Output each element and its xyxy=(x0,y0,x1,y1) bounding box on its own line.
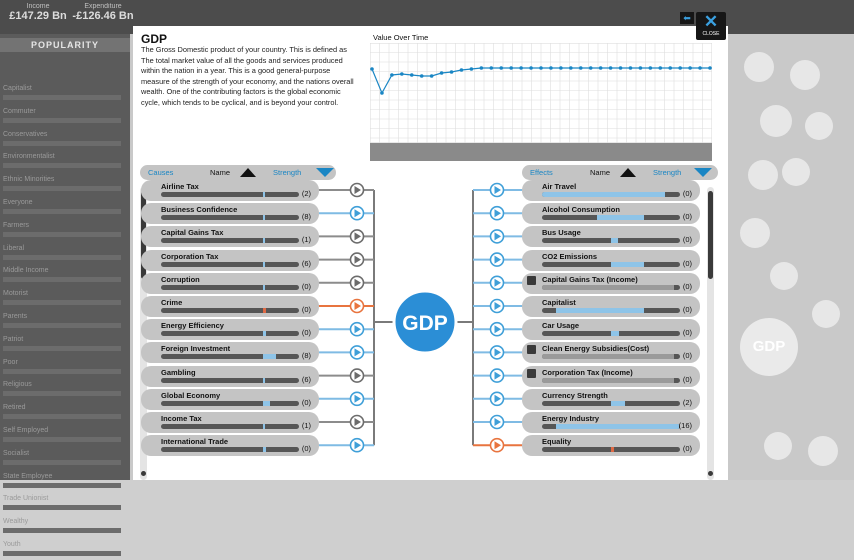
popularity-group-label: Socialist xyxy=(3,449,30,457)
item-name: CO2 Emissions xyxy=(542,251,598,261)
strength-fill xyxy=(611,401,625,406)
item-name: Corporation Tax (Income) xyxy=(542,367,633,377)
popularity-row[interactable] xyxy=(0,447,130,469)
popularity-bar xyxy=(3,323,121,328)
bg-policy-icon xyxy=(748,160,778,190)
page-title: GDP xyxy=(141,32,168,46)
item-count: (0) xyxy=(682,281,692,291)
popularity-row[interactable] xyxy=(0,264,130,286)
popularity-group-label: Wealthy xyxy=(3,518,29,526)
item-name: Energy Industry xyxy=(542,414,600,423)
popularity-group-label: Liberal xyxy=(3,244,25,252)
list-item[interactable] xyxy=(141,180,319,201)
strength-fill xyxy=(542,192,665,197)
popularity-group-label: Religious xyxy=(3,381,32,389)
item-count: (0) xyxy=(301,397,311,407)
sort-by-strength[interactable]: Strength xyxy=(653,168,682,177)
popularity-title: POPULARITY xyxy=(0,38,130,52)
item-name: Crime xyxy=(161,298,183,307)
list-item[interactable] xyxy=(522,296,700,317)
popularity-bar xyxy=(3,277,121,282)
income-stat xyxy=(8,3,68,22)
sort-by-strength[interactable]: Strength xyxy=(273,168,302,177)
popularity-group-label: Ethnic Minorities xyxy=(3,176,55,184)
popularity-bar xyxy=(3,186,121,191)
strength-bar xyxy=(161,262,299,267)
close-label: CLOSE xyxy=(702,31,720,37)
item-count: (0) xyxy=(682,328,692,338)
revenue-icon xyxy=(527,276,536,285)
list-item[interactable] xyxy=(522,389,700,410)
item-name: Corruption xyxy=(161,274,200,284)
popularity-group-label: Patriot xyxy=(3,335,24,343)
popularity-group-label: Youth xyxy=(3,541,21,548)
item-name: Capital Gains Tax (Income) xyxy=(542,274,638,284)
revenue-icon xyxy=(527,369,536,378)
item-name: Alcohol Consumption xyxy=(542,205,620,215)
popularity-row[interactable] xyxy=(0,128,130,150)
popularity-group-label: Trade Unionist xyxy=(3,495,49,503)
list-item[interactable] xyxy=(522,435,700,456)
strength-bar xyxy=(161,192,299,197)
strength-fill xyxy=(263,354,275,359)
item-count: (0) xyxy=(301,305,311,314)
strength-fill xyxy=(263,215,265,220)
popularity-row[interactable] xyxy=(0,538,130,560)
item-count: (6) xyxy=(301,374,311,384)
item-count: (0) xyxy=(682,444,692,454)
item-name: Car Usage xyxy=(542,321,580,331)
bg-policy-icon xyxy=(744,52,774,82)
strength-fill xyxy=(263,238,265,243)
strength-fill xyxy=(611,447,614,452)
arrow-left-icon: ⬅ xyxy=(683,13,691,23)
item-count: (8) xyxy=(301,351,311,361)
popularity-row[interactable] xyxy=(0,492,130,514)
item-name: Air Travel xyxy=(542,182,577,191)
list-item[interactable] xyxy=(522,226,700,247)
strength-fill xyxy=(263,401,270,406)
income-value: £147.29 Bn xyxy=(9,10,67,22)
popularity-bar xyxy=(3,505,121,510)
expenditure-stat xyxy=(72,3,134,22)
list-item[interactable] xyxy=(141,250,319,271)
sort-by-name[interactable]: Name xyxy=(590,168,611,177)
item-count: (0) xyxy=(301,281,311,291)
popularity-group-label: Retired xyxy=(3,404,26,412)
strength-fill xyxy=(263,378,265,383)
item-name: Gambling xyxy=(161,367,196,377)
strength-bar xyxy=(542,215,680,220)
popularity-row[interactable] xyxy=(0,150,130,172)
bg-policy-icon xyxy=(760,105,792,137)
bg-gdp-bubble[interactable]: GDP xyxy=(740,318,798,376)
bg-policy-icon xyxy=(764,432,792,460)
strength-fill xyxy=(542,285,674,290)
popularity-row[interactable] xyxy=(0,356,130,378)
strength-bar xyxy=(161,238,299,243)
popularity-group-label: Farmers xyxy=(3,221,30,229)
strength-fill xyxy=(611,262,644,267)
list-item[interactable] xyxy=(522,180,700,201)
item-name: Business Confidence xyxy=(161,205,238,215)
popularity-bar xyxy=(3,551,121,556)
strength-bar xyxy=(161,424,299,429)
strength-fill xyxy=(263,285,265,290)
item-name: Airline Tax xyxy=(161,182,199,191)
item-count: (0) xyxy=(682,258,692,268)
list-item[interactable] xyxy=(141,389,319,410)
strength-bar xyxy=(542,308,680,313)
list-item[interactable] xyxy=(141,203,319,224)
item-name: International Trade xyxy=(161,437,229,447)
effects-title: Effects xyxy=(530,168,553,177)
item-name: Clean Energy Subsidies(Cost) xyxy=(542,344,650,354)
causes-title: Causes xyxy=(148,168,174,177)
popularity-row[interactable] xyxy=(0,424,130,446)
popularity-row[interactable] xyxy=(0,470,130,492)
item-count: (1) xyxy=(301,235,311,245)
strength-bar xyxy=(161,308,299,313)
expenditure-label: Expenditure xyxy=(84,3,122,10)
popularity-bar xyxy=(3,255,121,260)
chart-title: Value Over Time xyxy=(373,33,429,42)
popularity-group-label: Self Employed xyxy=(3,427,49,434)
popularity-bar xyxy=(3,414,121,419)
strength-fill xyxy=(542,354,674,359)
list-item[interactable] xyxy=(141,366,319,387)
bg-policy-icon xyxy=(812,300,840,328)
popularity-bar xyxy=(3,300,121,305)
strength-fill xyxy=(556,424,679,429)
strength-fill xyxy=(263,308,266,313)
popularity-row[interactable] xyxy=(0,515,130,537)
strength-fill xyxy=(542,378,674,383)
item-count: (0) xyxy=(682,189,692,198)
popularity-row[interactable] xyxy=(0,105,130,127)
popularity-bar xyxy=(3,483,121,488)
item-name: Currency Strength xyxy=(542,390,608,400)
bg-policy-icon xyxy=(808,436,838,466)
popularity-group-label: Environmentalist xyxy=(3,153,55,161)
strength-bar xyxy=(542,447,680,452)
strength-bar xyxy=(542,354,680,359)
popularity-group-label: Capitalist xyxy=(3,85,32,92)
strength-bar xyxy=(542,192,680,197)
strength-bar xyxy=(161,378,299,383)
item-name: Foreign Investment xyxy=(161,344,231,354)
item-count: (6) xyxy=(301,258,311,268)
strength-fill xyxy=(263,447,266,452)
list-item[interactable] xyxy=(141,435,319,456)
item-count: (0) xyxy=(682,305,692,314)
gdp-description: The Gross Domestic product of your country. This is defined as The total market value of all the goods and services produced within the nation in a year. This is a good general-purpose measure of the strength of your economy, and the nations overall wealth. One of the contributing factors is the global economic cycle, which tends to be cyclical, and is beyond your control. xyxy=(141,45,354,107)
popularity-bar xyxy=(3,209,121,214)
popularity-row[interactable] xyxy=(0,242,130,264)
popularity-row[interactable] xyxy=(0,219,130,241)
strength-bar xyxy=(542,378,680,383)
item-count: (16) xyxy=(678,421,692,430)
list-item[interactable] xyxy=(522,203,700,224)
list-item[interactable] xyxy=(522,273,700,294)
item-count: (1) xyxy=(301,421,311,430)
item-count: (8) xyxy=(301,212,311,222)
popularity-group-label: Commuter xyxy=(3,107,36,115)
sort-by-name[interactable]: Name xyxy=(210,168,231,177)
list-item[interactable] xyxy=(141,226,319,247)
list-item[interactable] xyxy=(141,296,319,317)
strength-fill xyxy=(597,215,644,220)
strength-bar xyxy=(542,238,680,243)
close-button[interactable] xyxy=(696,12,726,40)
strength-fill xyxy=(611,331,619,336)
popularity-group-label: Middle Income xyxy=(3,267,49,275)
bg-policy-icon xyxy=(740,218,770,248)
item-name: Capital Gains Tax xyxy=(161,228,224,238)
strength-bar xyxy=(542,262,680,267)
item-name: Bus Usage xyxy=(542,228,581,238)
item-count: (2) xyxy=(301,189,311,198)
strength-fill xyxy=(263,331,266,336)
revenue-icon xyxy=(527,345,536,354)
popularity-row[interactable] xyxy=(0,401,130,423)
popularity-bar xyxy=(3,95,121,100)
popularity-bar xyxy=(3,460,121,465)
back-button[interactable] xyxy=(680,12,694,24)
item-name: Equality xyxy=(542,437,572,447)
strength-fill xyxy=(611,238,618,243)
income-label: Income xyxy=(26,3,50,10)
list-item[interactable] xyxy=(522,366,700,387)
strength-bar xyxy=(161,215,299,220)
item-count: (0) xyxy=(682,351,692,361)
popularity-bar xyxy=(3,118,121,123)
list-item[interactable] xyxy=(522,250,700,271)
popularity-bar xyxy=(3,163,121,168)
list-item[interactable] xyxy=(522,342,700,363)
bg-policy-icon xyxy=(782,158,810,186)
list-item[interactable] xyxy=(141,273,319,294)
popularity-bar xyxy=(3,437,121,442)
item-name: Corporation Tax xyxy=(161,251,219,261)
list-item[interactable] xyxy=(522,319,700,340)
strength-fill xyxy=(556,308,644,313)
popularity-row[interactable] xyxy=(0,287,130,309)
popularity-group-label: Motorist xyxy=(3,290,28,298)
item-count: (0) xyxy=(682,235,692,245)
strength-bar xyxy=(542,424,680,429)
list-item[interactable] xyxy=(141,342,319,363)
strength-bar xyxy=(542,401,680,406)
item-count: (0) xyxy=(301,444,311,454)
close-icon: ✕ xyxy=(703,12,719,31)
popularity-group-label: Conservatives xyxy=(3,130,48,138)
bg-policy-icon xyxy=(790,60,820,90)
list-item[interactable] xyxy=(141,319,319,340)
item-count: (0) xyxy=(682,374,692,384)
popularity-group-label: Everyone xyxy=(3,199,33,206)
popularity-row[interactable] xyxy=(0,333,130,355)
popularity-group-label: Parents xyxy=(3,313,28,320)
item-count: (0) xyxy=(682,212,692,222)
bg-policy-icon xyxy=(805,112,833,140)
popularity-bar xyxy=(3,346,121,351)
popularity-row[interactable] xyxy=(0,378,130,400)
popularity-bar xyxy=(3,391,121,396)
gdp-detail-dialog xyxy=(133,26,728,480)
strength-bar xyxy=(161,401,299,406)
popularity-bar xyxy=(3,369,121,374)
gdp-center-label: GDP xyxy=(402,312,448,335)
list-item[interactable] xyxy=(522,412,700,433)
strength-fill xyxy=(263,262,265,267)
bg-policy-icon xyxy=(770,262,798,290)
popularity-bar xyxy=(3,141,121,146)
strength-fill xyxy=(263,192,265,197)
list-item[interactable] xyxy=(141,412,319,433)
strength-bar xyxy=(542,285,680,290)
popularity-group-label: Poor xyxy=(3,358,18,366)
popularity-row[interactable] xyxy=(0,196,130,218)
item-name: Capitalist xyxy=(542,298,576,307)
strength-bar xyxy=(161,285,299,290)
strength-bar xyxy=(161,331,299,336)
strength-bar xyxy=(161,354,299,359)
popularity-group-label: State Employee xyxy=(3,472,53,480)
strength-fill xyxy=(263,424,265,429)
popularity-row[interactable] xyxy=(0,82,130,104)
item-name: Income Tax xyxy=(161,414,202,423)
item-name: Global Economy xyxy=(161,390,221,400)
item-count: (2) xyxy=(682,397,692,407)
popularity-row[interactable] xyxy=(0,310,130,332)
item-count: (0) xyxy=(301,328,311,338)
popularity-row[interactable] xyxy=(0,173,130,195)
expenditure-value: -£126.46 Bn xyxy=(72,10,134,22)
strength-bar xyxy=(542,331,680,336)
strength-bar xyxy=(161,447,299,452)
popularity-bar xyxy=(3,232,121,237)
item-name: Energy Efficiency xyxy=(161,321,224,331)
popularity-bar xyxy=(3,528,121,533)
popularity-panel xyxy=(0,34,130,548)
